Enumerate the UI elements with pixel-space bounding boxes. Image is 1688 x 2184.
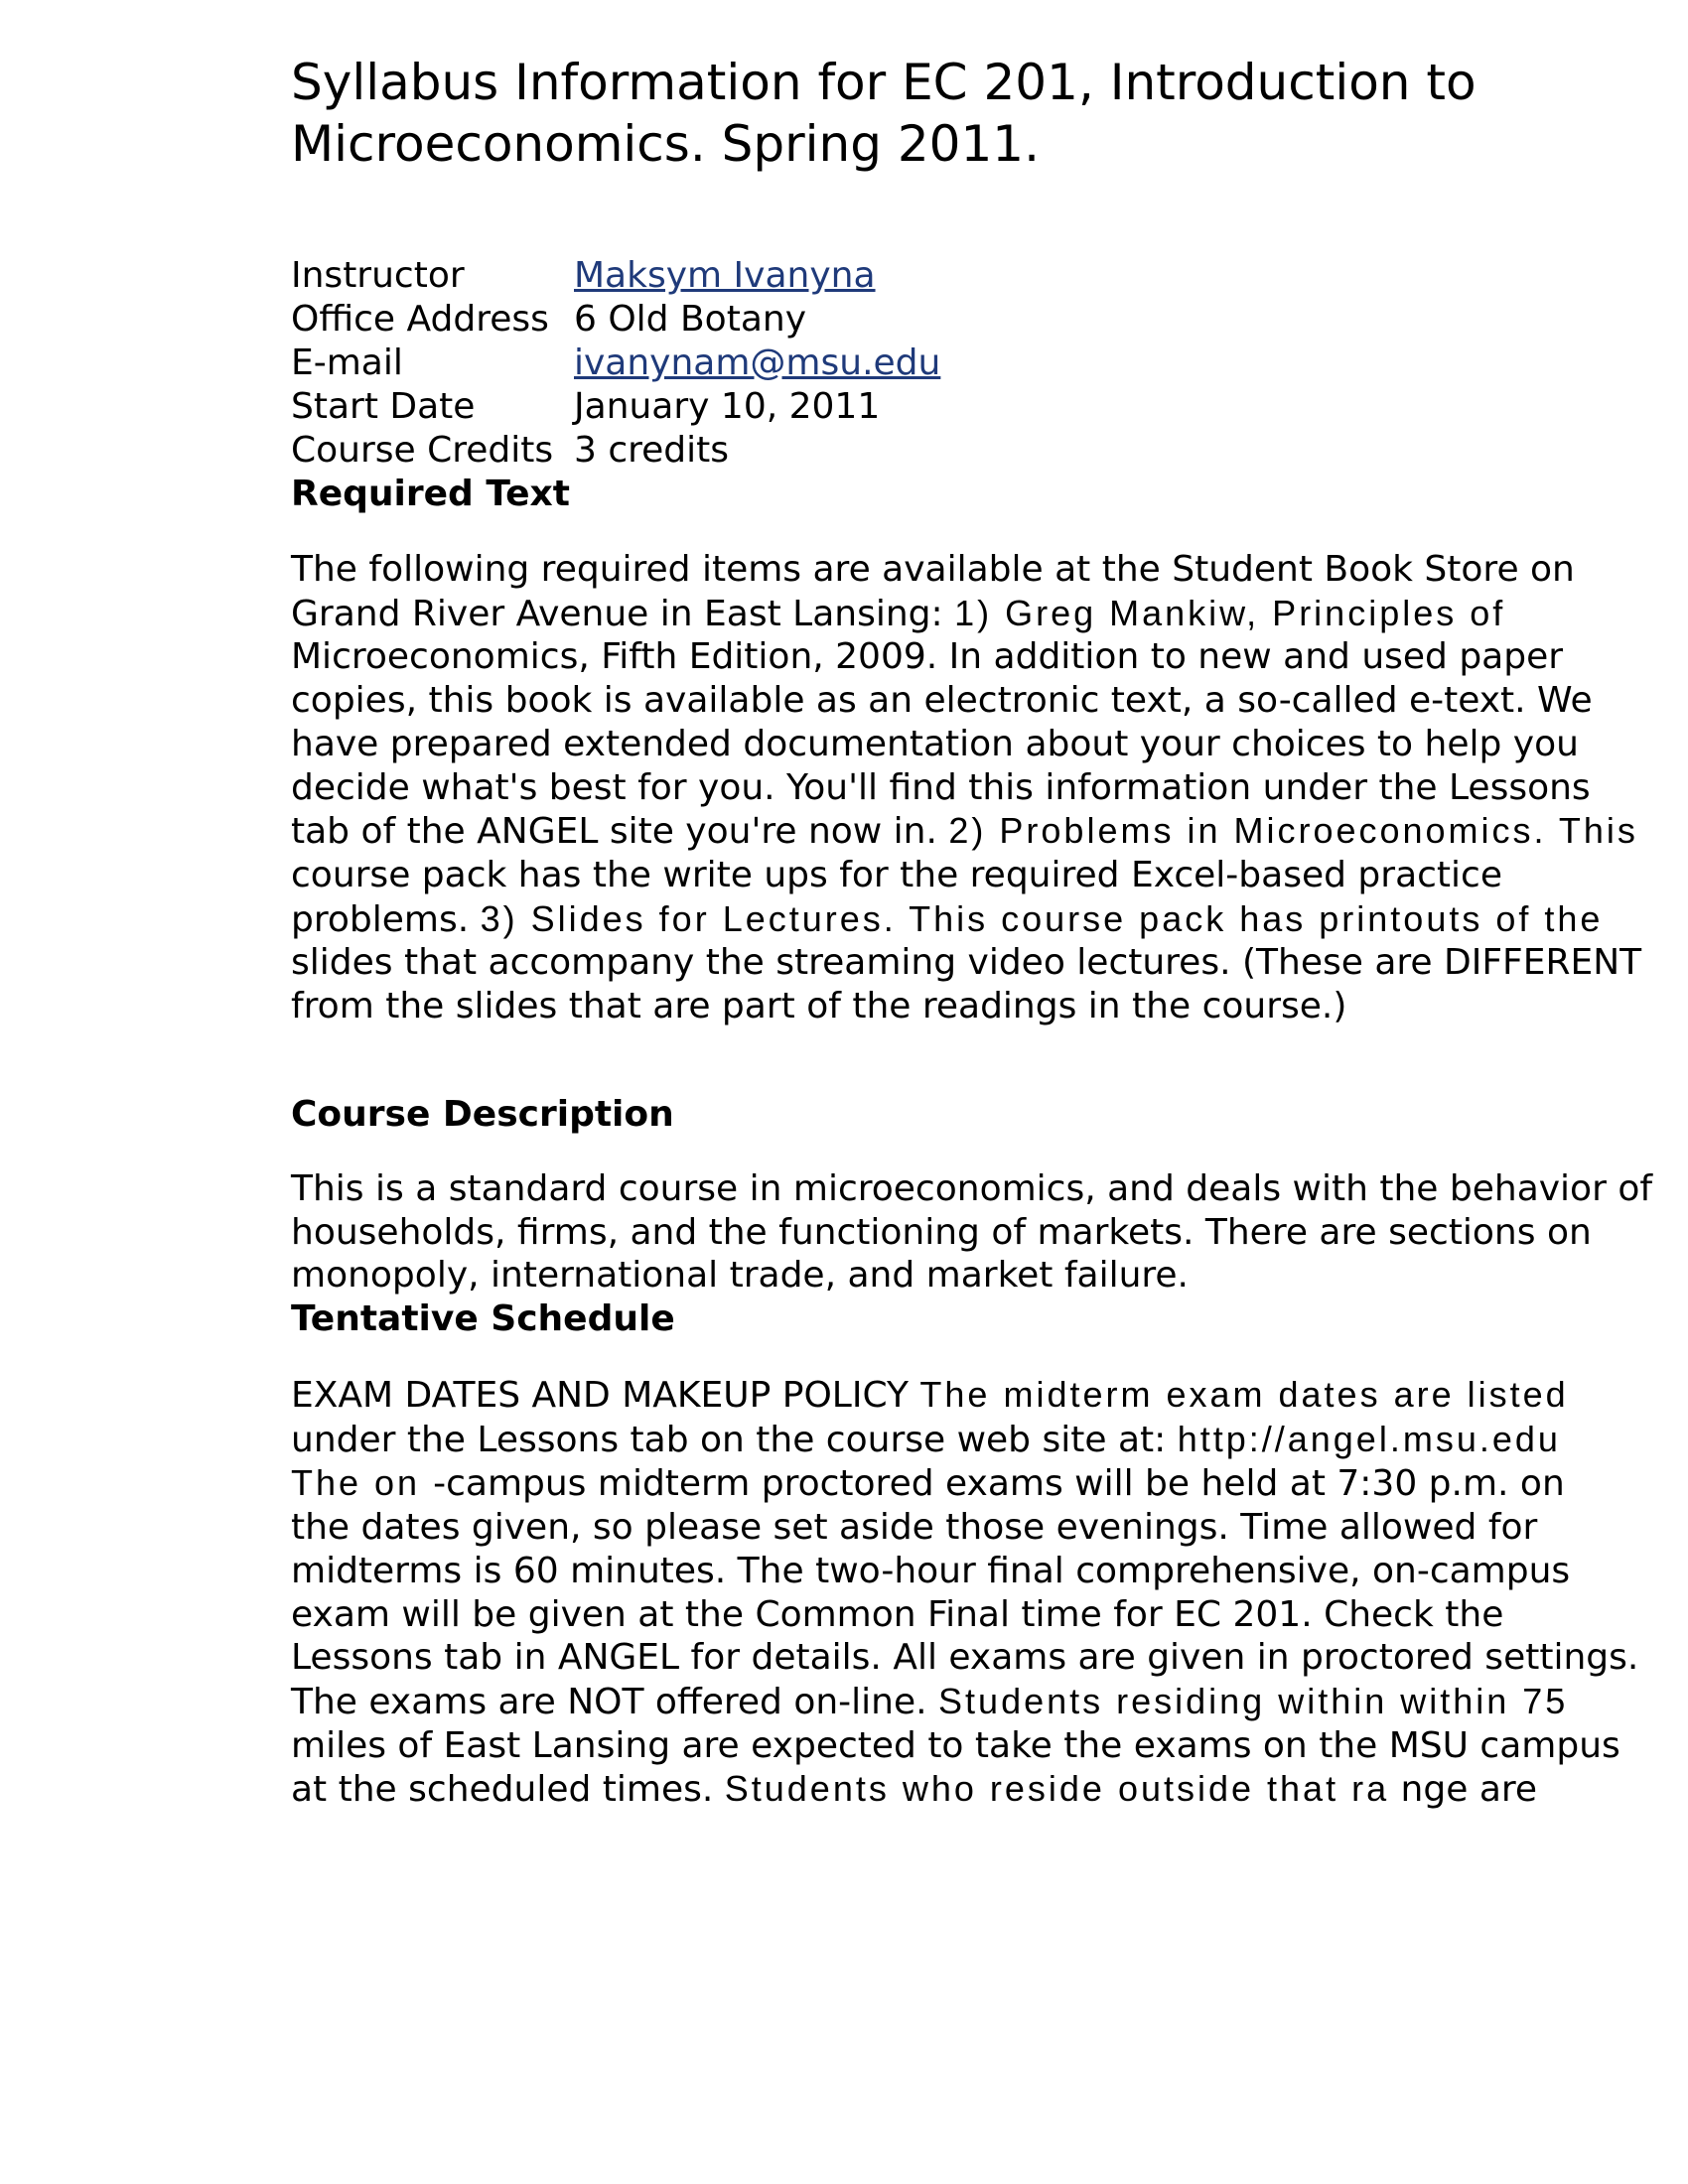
text-line [291, 1418, 1681, 1462]
text-span: http://angel.msu.edu [1177, 1418, 1561, 1459]
text-line [291, 548, 1681, 592]
office-value: 6 Old Botany [574, 299, 806, 340]
text-span: Lessons tab in ANGEL for details. All exams are given in proctored settings. [291, 1637, 1639, 1679]
text-span: midterms is 60 minutes. The two-hour final comprehensive, on-campus [291, 1550, 1571, 1591]
credits-label: Course Credits [291, 430, 554, 471]
info-row-email [291, 341, 940, 385]
email-link[interactable]: ivanynam@msu.edu [574, 342, 941, 383]
text-line [291, 1636, 1681, 1680]
text-line [291, 941, 1681, 985]
info-row-credits [291, 429, 940, 473]
course-info-table [291, 254, 940, 473]
email-label: E-mail [291, 342, 403, 383]
text-span: miles of East Lansing are expected to take the exams on the MSU campus [291, 1724, 1620, 1766]
text-span: Grand River Avenue in East Lansing: [291, 593, 955, 634]
required-text-paragraph [291, 548, 1681, 1028]
text-line [291, 1550, 1681, 1593]
text-line [291, 854, 1681, 897]
text-span: The midterm exam dates are listed [919, 1374, 1569, 1415]
text-line: This is a standard course in microeconomics, and deals with the behavior of [291, 1168, 1653, 1209]
title-line-2: Microeconomics. Spring 2011. [291, 115, 1041, 173]
text-line [291, 1506, 1681, 1550]
text-span: under the Lessons tab on the course web site at: [291, 1419, 1178, 1460]
text-line [291, 897, 1681, 942]
text-span: from the slides that are part of the readings in the course.) [291, 986, 1347, 1027]
course-description-paragraph [291, 1167, 1681, 1297]
credits-value: 3 credits [574, 430, 730, 471]
text-span: Microeconomics, Fifth Edition, 2009. In addition to new and used paper [291, 636, 1564, 678]
text-span: the dates given, so please set aside those evenings. Time allowed for [291, 1507, 1538, 1549]
info-row-office [291, 298, 940, 341]
text-line [291, 985, 1681, 1028]
text-line [291, 1373, 1681, 1418]
page-title [291, 52, 1582, 175]
text-span: problems. [291, 898, 481, 940]
course-description-heading: Course Description [291, 1094, 674, 1135]
text-span: at the scheduled times. [291, 1769, 725, 1811]
instructor-link[interactable]: Maksym Ivanyna [574, 255, 876, 296]
text-line [291, 766, 1681, 810]
info-row-instructor [291, 254, 940, 298]
required-text-heading: Required Text [291, 474, 570, 514]
text-span: 2) Problems in Microeconomics. This [948, 810, 1638, 852]
text-span: The on [291, 1462, 434, 1504]
text-span: 3) Slides for Lectures. This course pack has printouts of the [480, 897, 1604, 939]
text-line: monopoly, international trade, and market failure. [291, 1255, 1189, 1297]
text-line [291, 679, 1681, 723]
text-line [291, 1593, 1681, 1637]
text-line [291, 723, 1681, 766]
text-span: EXAM DATES AND MAKEUP POLICY [291, 1375, 920, 1416]
info-row-start-date [291, 385, 940, 429]
start-date-label: Start Date [291, 386, 476, 427]
text-line [291, 1767, 1681, 1812]
text-span: have prepared extended documentation about your choices to help you [291, 723, 1579, 764]
tentative-schedule-heading: Tentative Schedule [291, 1298, 675, 1339]
text-span: exam will be given at the Common Final time for EC 201. Check the [291, 1593, 1504, 1635]
text-span: slides that accompany the streaming video lectures. (These are DIFFERENT [291, 942, 1642, 984]
text-span: nge are [1389, 1769, 1538, 1811]
text-span: The following required items are available at the Student Book Store on [291, 549, 1575, 590]
text-span: tab of the ANGEL site you're now in. [291, 811, 949, 853]
text-span: -campus midterm proctored exams will be held at 7:30 p.m. on [433, 1463, 1565, 1505]
text-span: Students who reside outside that ra [724, 1768, 1390, 1810]
text-span: copies, this book is available as an electronic text, a so-called e-text. We [291, 680, 1593, 722]
text-line [291, 1680, 1681, 1724]
start-date-value: January 10, 2011 [574, 386, 881, 427]
text-span: 1) Greg Mankiw, Principles of [954, 592, 1506, 633]
text-line: households, firms, and the functioning of markets. There are sections on [291, 1211, 1592, 1253]
exam-policy-paragraph [291, 1373, 1681, 1812]
text-span: decide what's best for you. You'll find this information under the Lessons [291, 766, 1591, 808]
text-span: The exams are NOT offered on-line. [291, 1681, 939, 1722]
text-line [291, 635, 1681, 679]
text-line [291, 809, 1681, 854]
title-line-1: Syllabus Information for EC 201, Introduction to [291, 54, 1477, 111]
text-line [291, 1724, 1681, 1768]
office-label: Office Address [291, 299, 549, 340]
text-line [291, 592, 1681, 636]
instructor-label: Instructor [291, 255, 465, 296]
text-span: course pack has the write ups for the required Excel-based practice [291, 854, 1502, 895]
text-span: Students residing within within 75 [938, 1680, 1569, 1721]
text-line [291, 1461, 1681, 1506]
